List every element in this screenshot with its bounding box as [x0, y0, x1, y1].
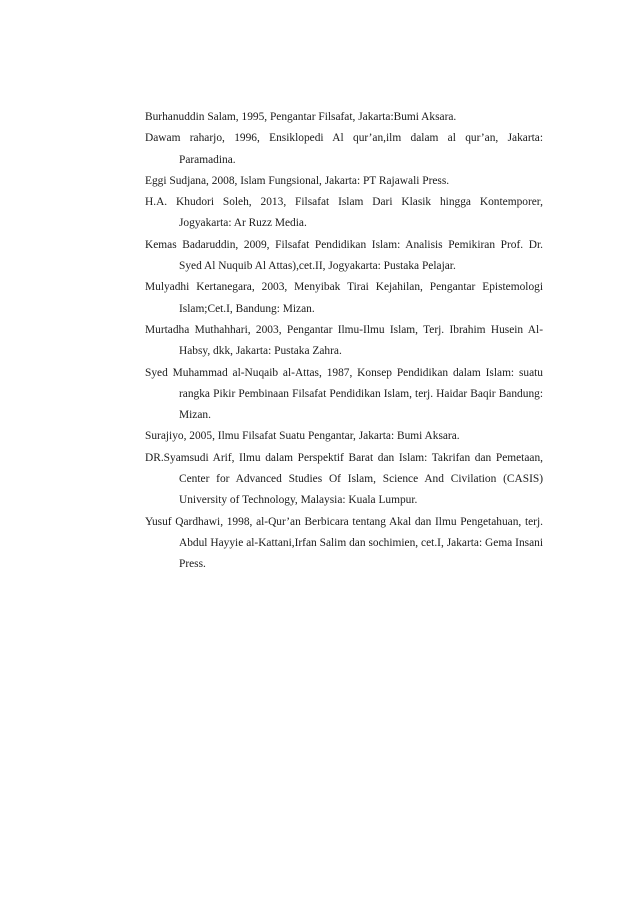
reference-entry: H.A. Khudori Soleh, 2013, Filsafat Islam Dari Klasik hingga Kontemporer, Jogyakarta: Ar Ruzz Media. [145, 196, 543, 230]
reference-entry: Dawam raharjo, 1996, Ensiklopedi Al qur’an,ilm dalam al qur’an, Jakarta: Paramadina. [145, 132, 543, 166]
reference-entry: Kemas Badaruddin, 2009, Filsafat Pendidikan Islam: Analisis Pemikiran Prof. Dr. Syed Al Nuquib Al Attas),cet.II, Jogyakarta: Pustaka Pelajar. [145, 238, 543, 273]
reference-entry: Murtadha Muthahhari, 2003, Pengantar Ilmu-Ilmu Islam, Terj. Ibrahim Husein Al-Habsy, dkk, Jakarta: Pustaka Zahra. [145, 323, 543, 358]
reference-entry: Burhanuddin Salam, 1995, Pengantar Filsafat, Jakarta:Bumi Aksara. [145, 111, 457, 123]
reference-entry: Surajiyo, 2005, Ilmu Filsafat Suatu Pengantar, Jakarta: Bumi Aksara. [145, 430, 460, 443]
reference-list [145, 107, 543, 576]
reference-entry: Yusuf Qardhawi, 1998, al-Qur’an Berbicara tentang Akal dan Ilmu Pengetahuan, terj. Abdul Hayyie al-Kattani,Irfan Salim dan sochimien, cet.I, Jakarta: Gema Insani Press. [145, 515, 543, 571]
reference-entry: Mulyadhi Kertanegara, 2003, Menyibak Tirai Kejahilan, Pengantar Epistemologi Islam;Cet.I, Bandung: Mizan. [145, 281, 543, 315]
reference-entry: Eggi Sudjana, 2008, Islam Fungsional, Jakarta: PT Rajawali Press. [145, 174, 450, 187]
reference-entry: Syed Muhammad al-Nuqaib al-Attas, 1987, Konsep Pendidikan dalam Islam: suatu rangka Pikir Pembinaan Filsafat Pendidikan Islam, terj. Haidar Baqir Bandung: Mizan. [145, 366, 543, 422]
reference-entry: DR.Syamsudi Arif, Ilmu dalam Perspektif Barat dan Islam: Takrifan dan Pemetaan, Center for Advanced Studies Of Islam, Science And Civilation (CASIS) University of Technology, Malaysia: Kuala Lumpur. [145, 451, 543, 507]
